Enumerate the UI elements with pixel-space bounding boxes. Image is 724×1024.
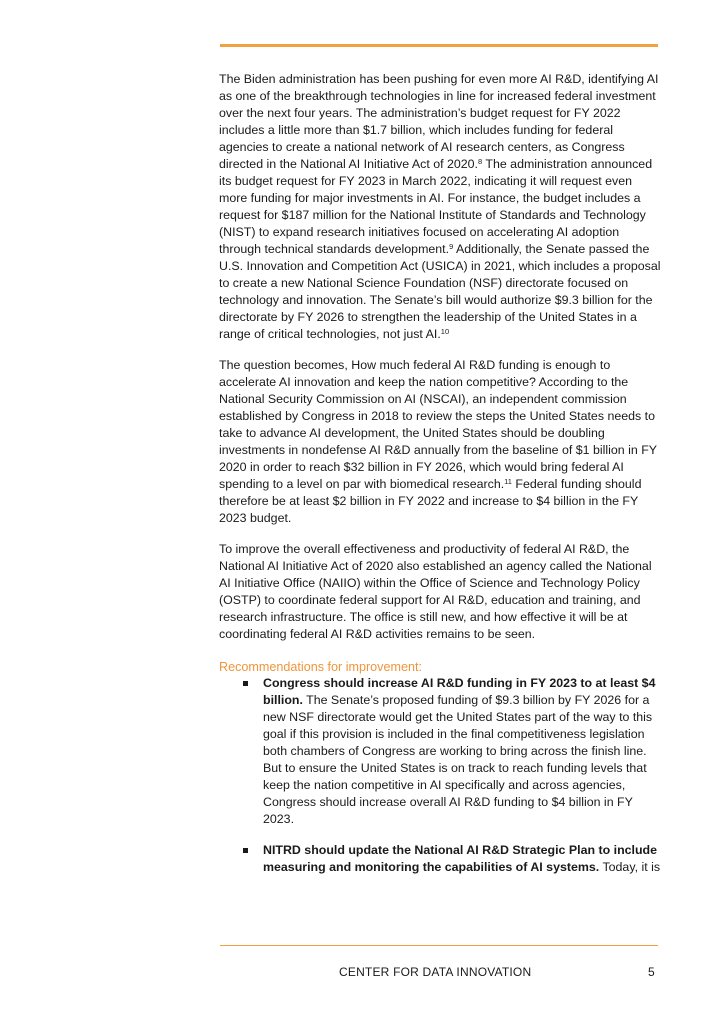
paragraph-naiio	[219, 541, 663, 643]
footnote-ref-10[interactable]: 10	[440, 327, 450, 336]
footer-rule	[220, 945, 658, 946]
recommendation-text: The Senate’s proposed funding of $9.3 billion by FY 2026 for a new NSF directorate would get the United States part of the way to this goal if this provision is included in the final competitiveness legislation both chambers of Congress are working to bring across the finish line. But to ensure the United States is on track to reach funding levels that keep the nation competitive in AI specifically and across agencies, Congress should increase overall AI R&D funding to $4 billion in FY 2023.	[263, 693, 653, 826]
footnote-ref-11[interactable]: 11	[504, 477, 512, 486]
recommendation-title: NITRD should update the National AI R&D Strategic Plan to include measuring and monitoring the capabilities of AI systems.	[263, 843, 658, 874]
paragraph-funding-question	[219, 357, 663, 527]
paragraph-text: The administration announced its budget request for FY 2023 in March 2022, indicating it will request even more funding for major investments in AI. For instance, the budget includes a request for $187 million for the National Institute of Standards and Technology (NIST) to expand research initiatives focused on accelerating AI adoption through technical standards development.	[219, 157, 653, 256]
square-bullet-icon	[243, 848, 248, 853]
page-number: 5	[648, 965, 655, 979]
paragraph-biden-ai-rd	[219, 71, 663, 343]
paragraph-text: The question becomes, How much federal AI R&D funding is enough to accelerate AI innovation and keep the nation competitive? According to the National Security Commission on AI (NSCAI), an independent commission established by Congress in 2018 to review the steps the United States needs to take to advance AI development, the United States should be doubling investments in nondefense AI R&D annually from the baseline of $1 billion in FY 2020 in order to reach $32 billion in FY 2026, which would bring federal AI spending to a level on par with biomedical research.	[219, 358, 657, 491]
recommendations-heading: Recommendations for improvement:	[219, 660, 422, 674]
recommendation-text: Today, it is	[599, 860, 661, 874]
recommendation-item	[243, 675, 663, 828]
recommendation-title: Congress should increase AI R&D funding in FY 2023 to at least $4 billion.	[263, 676, 656, 707]
recommendation-item	[243, 842, 663, 876]
paragraph-text: To improve the overall effectiveness and productivity of federal AI R&D, the National AI Initiative Act of 2020 also established an agency called the National AI Initiative Office (NAIIO) within the Office of Science and Technology Policy (OSTP) to coordinate federal support for AI R&D, education and training, and research infrastructure. The office is still new, and how effective it will be at coordinating federal AI R&D activities remains to be seen.	[219, 542, 652, 641]
paragraph-text: Federal funding should therefore be at least $2 billion in FY 2022 and increase to $4 billion in the FY 2023 budget.	[219, 477, 642, 525]
paragraph-text: The Biden administration has been pushing for even more AI R&D, identifying AI as one of the breakthrough technologies in line for increased federal investment over the next four years. The administration’s budget request for FY 2022 includes a little more than $1.7 billion, which includes funding for federal agencies to create a national network of AI research centers, as Congress directed in the National AI Initiative Act of 2020.	[219, 72, 659, 171]
recommendations-list	[219, 675, 663, 876]
footer-org-name: CENTER FOR DATA INNOVATION	[339, 965, 532, 979]
paragraph-text: Additionally, the Senate passed the U.S. Innovation and Competition Act (USICA) in 2021, which includes a proposal to create a new National Science Foundation (NSF) directorate focused on technology and innovation. The Senate’s bill would authorize $9.3 billion for the directorate by FY 2026 to strengthen the leadership of the United States in a range of critical technologies, not just AI.	[219, 242, 661, 341]
header-rule	[220, 44, 658, 47]
footnote-ref-9[interactable]: 9	[449, 242, 454, 251]
document-body	[219, 71, 663, 890]
footnote-ref-8[interactable]: 8	[478, 157, 483, 166]
square-bullet-icon	[243, 681, 248, 686]
